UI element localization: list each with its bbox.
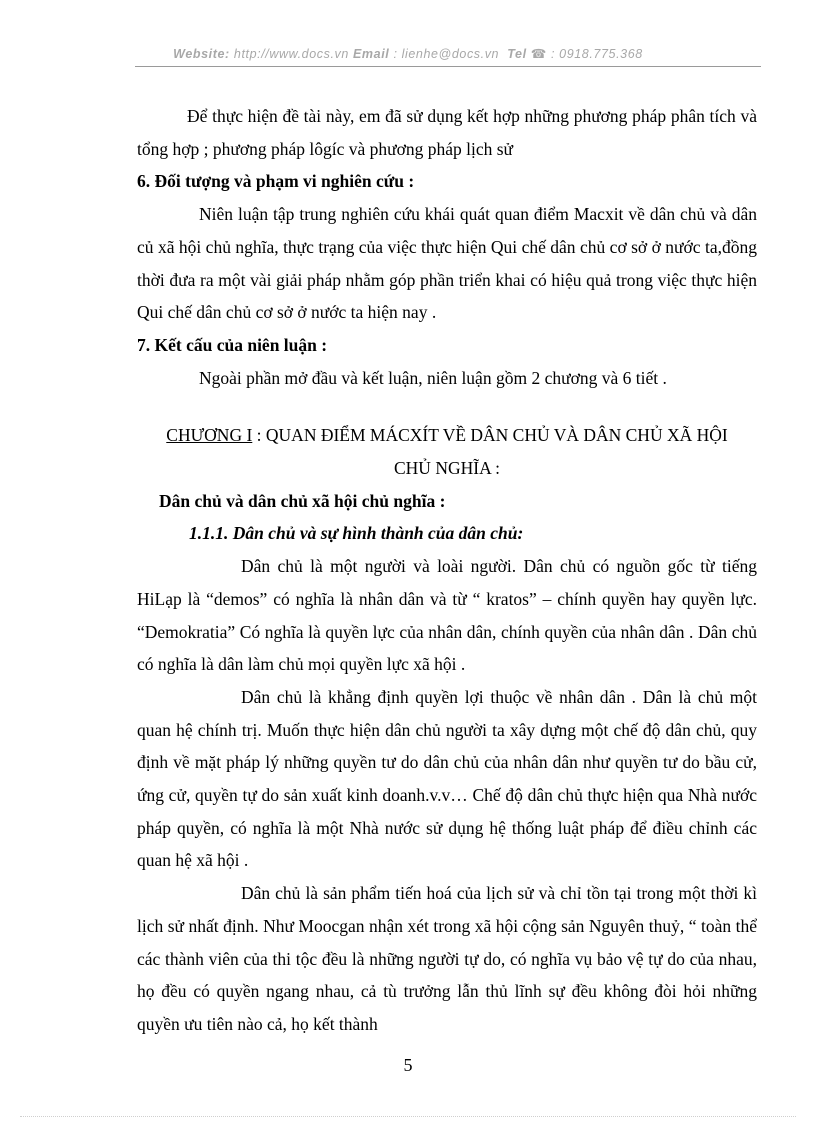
email-label: Email [353,47,390,61]
chapter-label: CHƯƠNG I [166,425,253,446]
page-number: 5 [403,1055,413,1075]
page-header [0,46,816,61]
paragraph-rights: Dân chủ là khẳng định quyền lợi thuộc về nhân dân . Dân là chủ một quan hệ chính trị. Muốn thực hiện dân chủ người ta xây dựng một chế độ dân chủ, quy định về mặt pháp lý những quyền tư do dân chủ của nhân dân như quyền tư do bầu cử, ứng cử, quyền tự do sản xuất kinh doanh.v.v… Chế độ dân chủ thực hiện qua Nhà nước pháp quyền, có nghĩa là một Nhà nước sử dụng hệ thống luật pháp để điều chỉnh các quan hệ xã hội . [137,686,757,871]
email-value: : lienhe@docs.vn [393,47,500,61]
paragraph-scope: Niên luận tập trung nghiên cứu khái quát quan điểm Macxit về dân chủ và dân củ xã hội chủ nghĩa, thực trạng của việc thực hiện Qui chế dân chủ cơ sở ở nước ta,đồng thời đưa ra một vài giải pháp nhằm góp phần triển khai có hiệu quả trong việc thực hiện Qui chế dân chủ cơ sở ở nước ta hiện nay . [137,204,757,323]
chapter-title-line1: : QUAN ĐIỂM MÁCXÍT VỀ DÂN CHỦ VÀ DÂN CHỦ XÃ HỘI [252,425,728,446]
website-label: Website: [173,47,230,61]
paragraph-history: Dân chủ là sản phẩm tiến hoá của lịch sử và chỉ tồn tại trong một thời kì lịch sử nhất định. Như Moocgan nhận xét trong xã hội cộng sản Nguyên thuỷ, “ toàn thể các thành viên của thi tộc đều là những người tự do, có nghĩa vụ bảo vệ tự do của nhau, họ đều có quyền ngang nhau, cả tù trưởng lẫn thủ lĩnh sự đều không đòi hỏi những quyền ưu tiên nào cả, họ kết thành [137,883,757,1034]
website-url: http://www.docs.vn [233,47,349,61]
heading-scope: 6. Đối tượng và phạm vi nghiên cứu : [137,171,415,192]
subsection-heading: 1.1.1. Dân chủ và sự hình thành của dân chủ: [189,523,524,544]
page-content [137,100,757,1041]
paragraph-definition: Dân chủ là một người và loài người. Dân chủ có nguồn gốc từ tiếng HiLạp là “demos” có nghĩa là nhân dân và từ “ kratos” – chính quyền hay quyền lực. “Demokratia” Có nghĩa là quyền lực của nhân dân, chính quyền của nhân dân . Dân chủ có nghĩa là dân làm chủ mọi quyền lực xã hội . [137,556,757,675]
chapter-title [137,419,757,484]
page-bottom-edge [20,1116,796,1117]
heading-structure: 7. Kết cấu của niên luận : [137,334,328,355]
tel-value: ☎ : 0918.775.368 [530,47,643,61]
paragraph-structure: Ngoài phần mở đầu và kết luận, niên luận gồm 2 chương và 6 tiết . [199,367,667,388]
tel-label: Tel [507,47,527,61]
section-heading: Dân chủ và dân chủ xã hội chủ nghĩa : [159,490,446,511]
chapter-title-line2: CHỦ NGHĨA : [394,458,500,479]
paragraph-methods: Để thực hiện đề tài này, em đã sử dụng kết hợp những phương pháp phân tích và tổng hợp ; phương pháp lôgíc và phương pháp lịch sử [137,106,757,159]
header-divider [135,66,761,67]
